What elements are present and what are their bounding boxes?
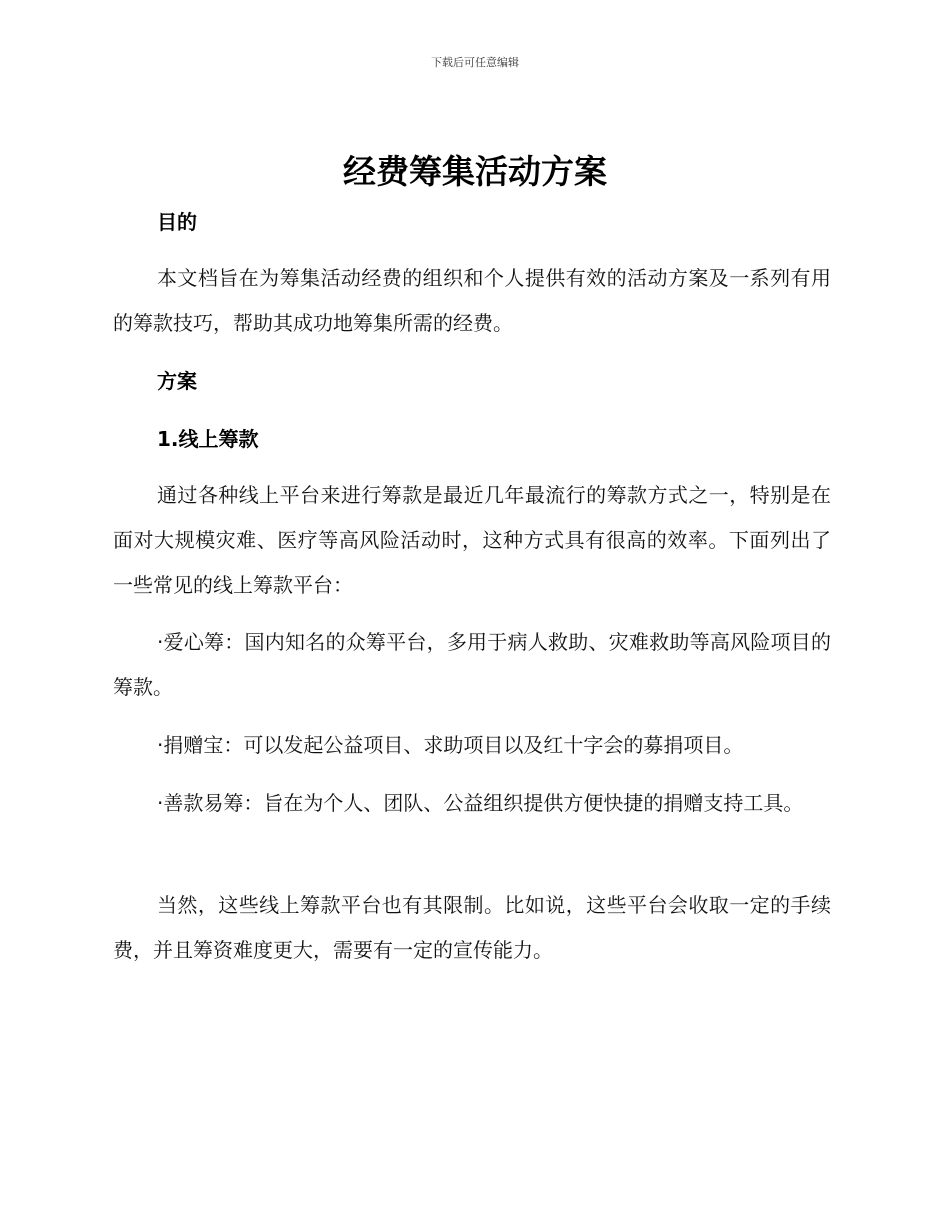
document-title: 经费筹集活动方案 [343,152,607,191]
purpose-paragraph: 本文档旨在为筹集活动经费的组织和个人提供有效的活动方案及一系列有用的筹款技巧，帮助其成功地筹集所需的经费。 [113,266,831,335]
online-limits-paragraph: 当然，这些线上筹款平台也有其限制。比如说，这些平台会收取一定的手续费，并且筹资难度更大，需要有一定的宣传能力。 [113,893,831,962]
platform-item-shankuanyichou: ·善款易筹：旨在为个人、团队、公益组织提供方便快捷的捐赠支持工具。 [157,791,804,815]
platform-item-juanzengbao: ·捐赠宝：可以发起公益项目、求助项目以及红十字会的募捐项目。 [157,733,744,757]
platform-item-aixinchou: ·爱心筹：国内知名的众筹平台，多用于病人救助、灾难救助等高风险项目的筹款。 [113,630,831,699]
section-heading-purpose: 目的 [157,210,197,234]
online-intro-paragraph: 通过各种线上平台来进行筹款是最近几年最流行的筹款方式之一，特别是在面对大规模灾难、医疗等高风险活动时，这种方式具有很高的效率。下面列出了一些常见的线上筹款平台： [113,483,831,597]
section-heading-plan: 方案 [157,369,197,393]
header-note: 下载后可任意编辑 [431,56,519,69]
section-heading-online-fundraising: 1.线上筹款 [157,427,259,451]
